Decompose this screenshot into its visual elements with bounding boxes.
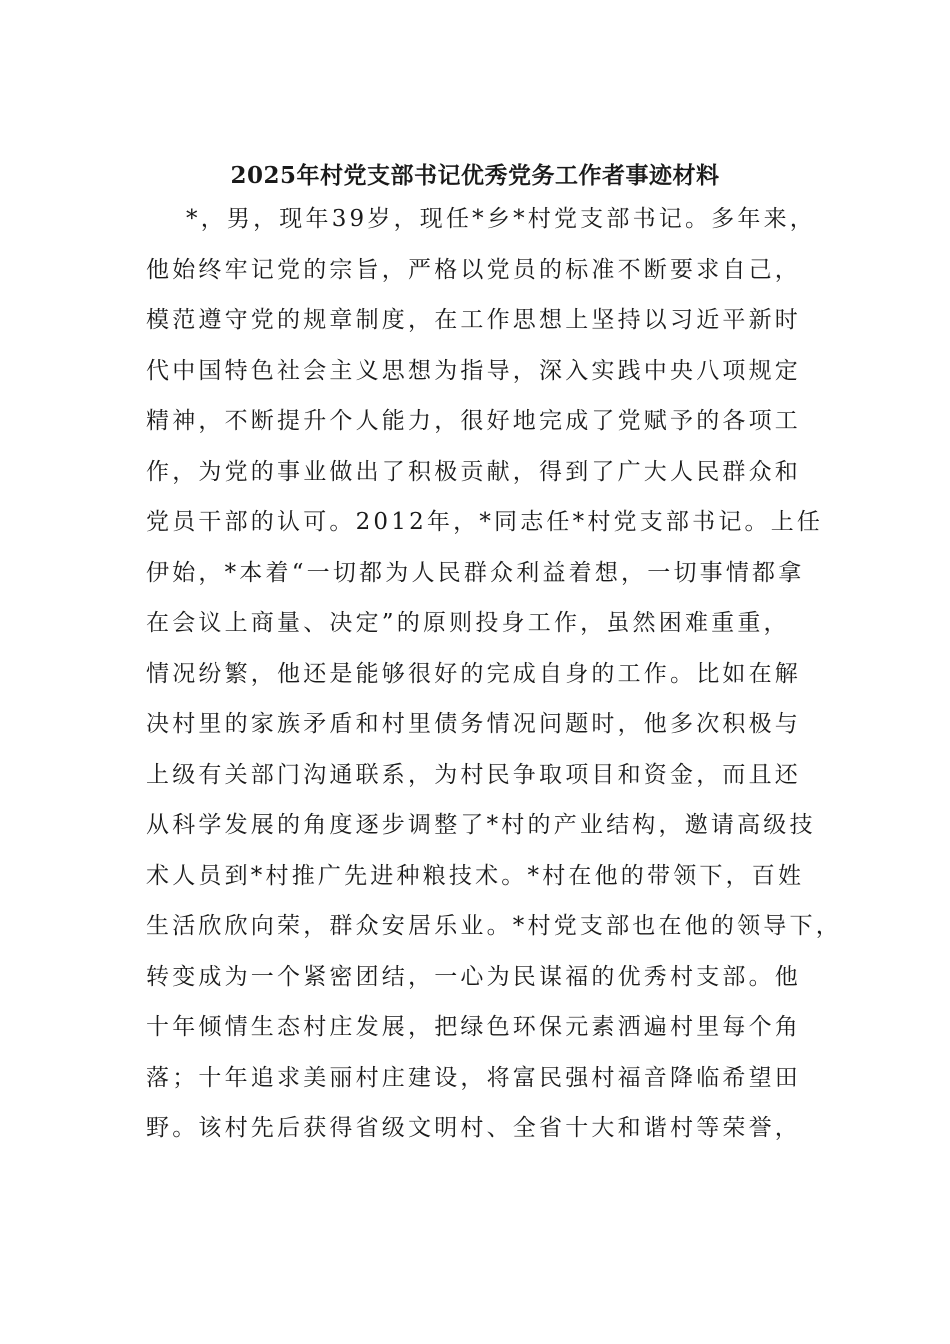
paragraph-line: 伊始，*本着“一切都为人民群众利益着想，一切事情都拿 [146,559,805,586]
paragraph-line: 在会议上商量、决定”的原则投身工作，虽然困难重重， [146,610,790,636]
document-body [146,194,842,1154]
document-title: 2025年村党支部书记优秀党务工作者事迹材料 [230,162,720,189]
paragraph-line: 转变成为一个紧密团结，一心为民谋福的优秀村支部。他 [146,963,801,990]
paragraph-line: 野。该村先后获得省级文明村、全省十大和谐村等荣誉， [146,1115,801,1141]
paragraph-line: 党员干部的认可。2012年，*同志任*村党支部书记。上任 [146,509,824,535]
paragraph-line: 术人员到*村推广先进种粮技术。*村在他的带领下，百姓 [146,862,805,889]
paragraph-line: 生活欣欣向荣，群众安居乐业。*村党支部也在他的领导下， [146,913,842,939]
paragraph-line: 作，为党的事业做出了积极贡献，得到了广大人民群众和 [146,458,801,485]
paragraph-line: 情况纷繁，他还是能够很好的完成自身的工作。比如在解 [146,660,801,687]
paragraph-line: 落；十年追求美丽村庄建设，将富民强村福音降临希望田 [146,1064,801,1091]
paragraph-line: 决村里的家族矛盾和村里债务情况问题时，他多次积极与 [146,711,801,737]
paragraph-line: 上级有关部门沟通联系，为村民争取项目和资金，而且还 [146,761,801,788]
paragraph-line: 模范遵守党的规章制度，在工作思想上坚持以习近平新时 [146,307,801,333]
paragraph-line: 他始终牢记党的宗旨，严格以党员的标准不断要求自己， [146,256,801,283]
paragraph-line: 从科学发展的角度逐步调整了*村的产业结构，邀请高级技 [146,812,816,838]
paragraph-line: 十年倾情生态村庄发展，把绿色环保元素洒遍村里每个角 [146,1014,801,1040]
paragraph-line: *，男，现年39岁，现任*乡*村党支部书记。多年来， [186,206,816,232]
paragraph-line: 精神，不断提升个人能力，很好地完成了党赋予的各项工 [146,408,801,434]
paragraph-line: 代中国特色社会主义思想为指导，深入实践中央八项规定 [146,357,801,384]
